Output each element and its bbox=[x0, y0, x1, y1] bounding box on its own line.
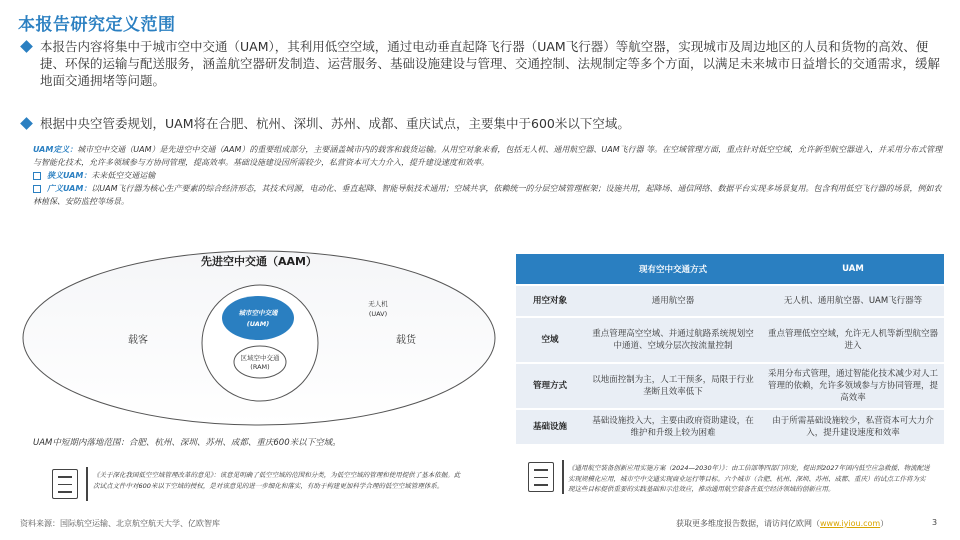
definition-key: 广义UAM： bbox=[47, 184, 92, 193]
page-title: 本报告研究定义范围 bbox=[18, 15, 176, 35]
definitions-block bbox=[33, 143, 943, 208]
broad-uam-definition bbox=[33, 182, 943, 208]
diamond-bullet-icon bbox=[20, 40, 33, 53]
existing-cell: 重点管理高空空域、并通过航路系统规划空中通道、空域分层次按流量控制 bbox=[584, 318, 762, 362]
existing-cell: 基础设施投入大，主要由政府资助建设，在维护和升级上较为困难 bbox=[584, 410, 762, 444]
divider bbox=[86, 467, 88, 501]
comparison-table bbox=[516, 252, 944, 446]
footer-prefix: 获取更多维度报告数据，请访问亿欧网（ bbox=[676, 519, 820, 528]
source-note: 资料来源：国际航空运输、北京航空航天大学、亿欧智库 bbox=[20, 519, 220, 528]
uam-label-line2: (UAM) bbox=[246, 320, 270, 328]
table-header-cell: 现有空中交通方式 bbox=[584, 254, 762, 284]
bullet-text: 根据中央空管委规划，UAM将在合肥、杭州、深圳、苏州、成都、重庆试点，主要集中于600米以下空域。 bbox=[40, 116, 630, 131]
square-bullet-icon bbox=[33, 172, 41, 180]
uam-definition bbox=[33, 143, 943, 169]
passenger-label: 载客 bbox=[128, 335, 148, 346]
table-row bbox=[516, 364, 944, 408]
website-link[interactable]: www.iyiou.com bbox=[820, 519, 881, 528]
cargo-label: 载货 bbox=[396, 335, 416, 346]
definition-key: UAM定义： bbox=[33, 145, 78, 154]
footer-suffix: ） bbox=[880, 519, 889, 528]
definition-text: 城市空中交通（UAM）是先进空中交通（AAM）的重要组成部分，主要涵盖城市内的载客和载货运输。从用空对象来看，包括无人机、通用航空器、UAM飞行器 等。在空域管理方面，重点针对低空空域，允许新型航空器进入，并采用分布式管理与智能化技术，允许多领域参与方协同管理，提高效率。基础设施建设因所需较少，私营资本可大力介入，提升建设速度和效率。 bbox=[33, 145, 943, 167]
row-label: 基础设施 bbox=[516, 410, 584, 444]
definition-key: 狭义UAM： bbox=[47, 171, 92, 180]
ram-label-line1: 区域空中交通 bbox=[240, 354, 280, 362]
table-header-cell: UAM bbox=[762, 254, 944, 284]
document-icon bbox=[528, 462, 554, 492]
bullet-uam-scope bbox=[22, 38, 942, 89]
footer-text bbox=[676, 518, 888, 529]
uam-cell: 无人机、通用航空器、UAM飞行器等 bbox=[762, 286, 944, 316]
page-number: 3 bbox=[932, 518, 938, 527]
table-row bbox=[516, 410, 944, 444]
table-header-cell bbox=[516, 254, 584, 284]
ram-ellipse bbox=[234, 346, 286, 378]
landing-scope-caption: UAM中短期内落地范围：合肥、杭州、深圳、苏州、成都、重庆600米以下空域。 bbox=[33, 438, 341, 448]
row-label: 用空对象 bbox=[516, 286, 584, 316]
row-label: 空域 bbox=[516, 318, 584, 362]
bullet-pilot-cities bbox=[22, 115, 942, 132]
uam-core-ellipse bbox=[222, 296, 294, 340]
narrow-uam-definition bbox=[33, 169, 943, 182]
aam-label: 先进空中交通（AAM） bbox=[201, 255, 317, 268]
bullet-text: 本报告内容将集中于城市空中交通（UAM），其利用低空空域，通过电动垂直起降飞行器（UAM飞行器）等航空器，实现城市及周边地区的人员和货物的高效、便捷、环保的运输与配送服务，涵盖航空器研发制造、运营服务、基础设施建设与管理、交通控制、法规制定等多个方面，以满足未来城市日益增长的交通需求，缓解地面交通拥堵等问题。 bbox=[40, 39, 941, 88]
document-icon bbox=[52, 469, 78, 499]
uav-label-line2: (UAV) bbox=[368, 310, 388, 318]
existing-cell: 以地面控制为主，人工干预多，局限于行业垄断且效率低下 bbox=[584, 364, 762, 408]
table-row bbox=[516, 318, 944, 362]
uam-cell: 采用分布式管理，通过智能化技术减少对人工管理的依赖，允许多领域参与方协同管理，提高效率 bbox=[762, 364, 944, 408]
aam-venn-diagram bbox=[20, 247, 498, 429]
definition-text: 未来低空交通运输 bbox=[91, 171, 156, 180]
policy-note-right: 《通用航空装备创新应用实施方案（2024—2030年）》：由工信部等四部门印发，提出到2027年国内低空应急救援、物流配送实现规模化应用，城市空中交通实现商业运行等目标。六个城市（合肥、杭州、深圳、苏州、成都、重庆）的试点工作将为实现这些目标提供重要的实践基础和示范效应，推动通用航空装备在低空经济领域的创新应用。 bbox=[568, 464, 930, 493]
ram-label-line2: (RAM) bbox=[250, 363, 270, 371]
definition-text: 以UAM飞行器为核心生产要素的综合经济形态，其技术同源，电动化、垂直起降、智能导航技术通用；空域共享，依赖统一的分层空域管理框架；设施共用，起降场、通信网络、数据平台实现多场景复用。包含利用低空飞行器的场景，例如农林植保、安防监控等场景。 bbox=[33, 184, 942, 206]
square-bullet-icon bbox=[33, 185, 41, 193]
table-row bbox=[516, 286, 944, 316]
uam-label-line1: 城市空中交通 bbox=[238, 309, 278, 317]
uav-label-line1: 无人机 bbox=[368, 300, 388, 308]
policy-note-left: 《关于深化我国低空空域管理改革的意见》：该意见明确了低空空域的范围和分类，为低空空域的管理和使用提供了基本依据。此次试点文件中对600米以下空域的授权，是对该意见的进一步细化和落实，有助于构建更加科学合理的低空空域管理体系。 bbox=[93, 471, 461, 490]
table-header-row bbox=[516, 254, 944, 284]
diamond-bullet-icon bbox=[20, 117, 33, 130]
uam-cell: 重点管理低空空域，允许无人机等新型航空器进入 bbox=[762, 318, 944, 362]
divider bbox=[562, 460, 564, 494]
uam-cell: 由于所需基础设施较少，私营资本可大力介入，提升建设速度和效率 bbox=[762, 410, 944, 444]
row-label: 管理方式 bbox=[516, 364, 584, 408]
existing-cell: 通用航空器 bbox=[584, 286, 762, 316]
